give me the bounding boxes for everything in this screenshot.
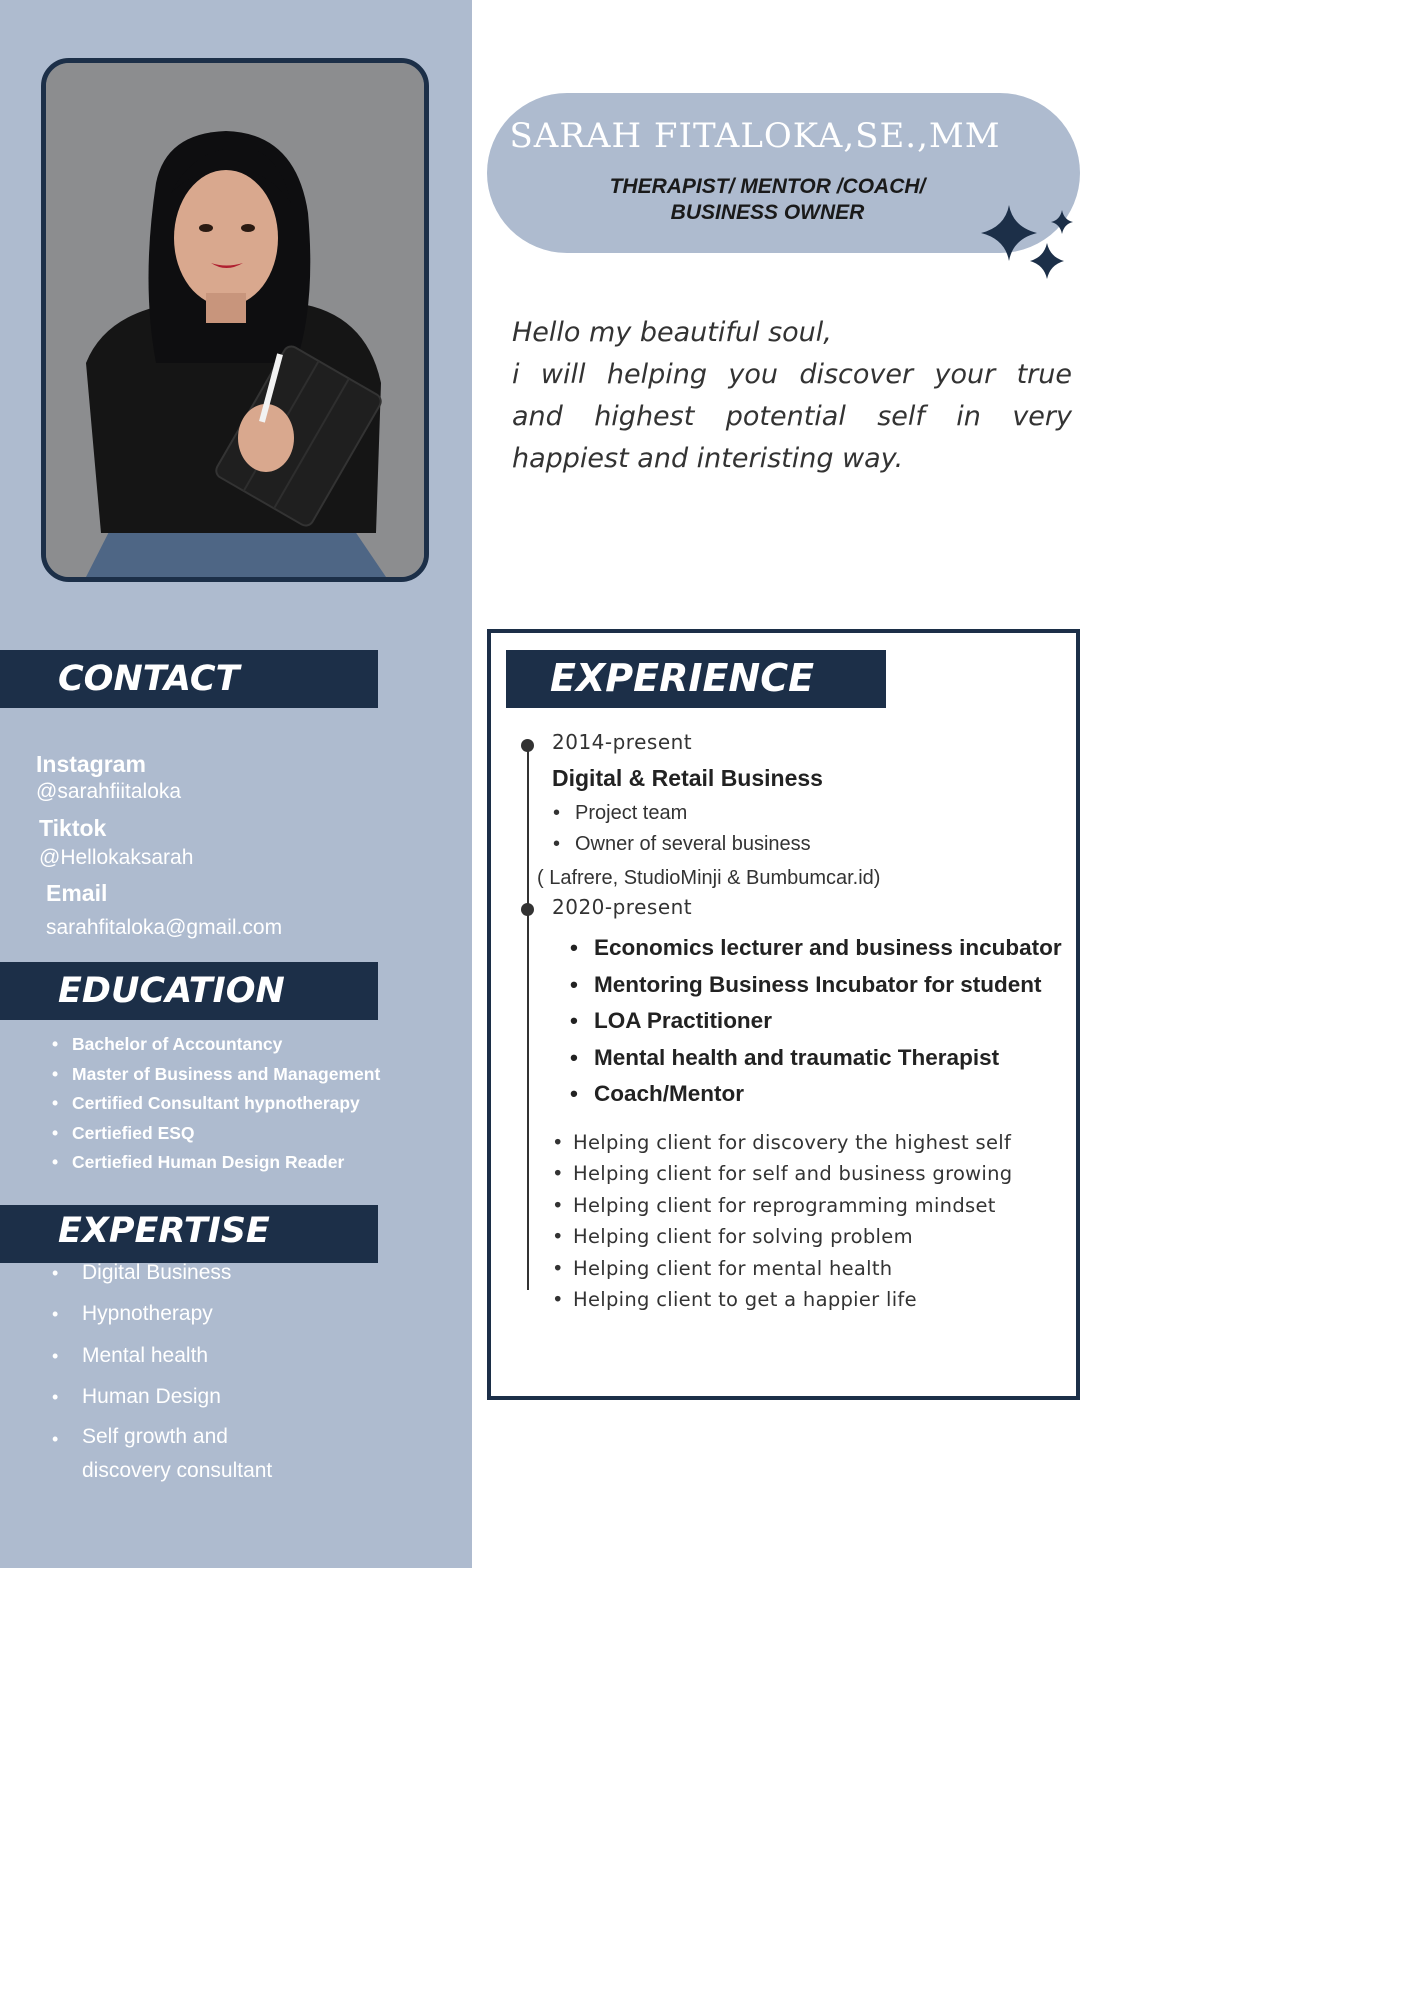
intro-line-3: and highest potential self in very	[512, 401, 1072, 432]
instagram-handle[interactable]: @sarahfiitaloka	[36, 780, 182, 803]
entry-1-item: • Project team	[553, 802, 811, 833]
email-address[interactable]: sarahfitaloka@gmail.com	[46, 916, 283, 939]
intro-text	[512, 312, 1072, 480]
education-item: • Certiefied Human Design Reader	[52, 1152, 380, 1182]
role-item: • Economics lecturer and business incubator	[570, 935, 1062, 972]
helping-item: • Helping client for mental health	[552, 1257, 1013, 1288]
tiktok-handle[interactable]: @Hellokaksarah	[39, 846, 194, 869]
entry-2-date: 2020-present	[552, 895, 693, 919]
intro-line-2: i will helping you discover your true	[512, 359, 1072, 390]
timeline-dot	[521, 903, 534, 916]
expertise-item: • Digital Business	[52, 1261, 312, 1302]
timeline-line	[527, 745, 529, 1290]
instagram-label: Instagram	[36, 751, 146, 777]
role-item: • Mentoring Business Incubator for student	[570, 972, 1062, 1009]
education-item: • Certiefied ESQ	[52, 1123, 380, 1153]
job-title-line-2: BUSINESS OWNER	[670, 201, 865, 224]
expertise-item: • Mental health	[52, 1344, 312, 1385]
entry-1-item: • Owner of several business	[553, 833, 811, 864]
timeline-dot	[521, 739, 534, 752]
role-item: • LOA Practitioner	[570, 1008, 1062, 1045]
job-title-line-1: THERAPIST/ MENTOR /COACH/	[609, 175, 926, 198]
entry-2-helping-list	[552, 1131, 1013, 1319]
profile-photo	[41, 58, 429, 582]
intro-line-4: happiest and interisting way.	[512, 443, 904, 474]
role-item: • Mental health and traumatic Therapist	[570, 1045, 1062, 1082]
expertise-item: • Human Design	[52, 1385, 312, 1426]
education-list	[52, 1034, 380, 1182]
education-item: • Certified Consultant hypnotherapy	[52, 1093, 380, 1123]
job-title	[560, 174, 975, 226]
entry-1-note: ( Lafrere, StudioMinji & Bumbumcar.id)	[537, 867, 881, 889]
email-label: Email	[46, 880, 108, 906]
intro-line-1: Hello my beautiful soul,	[512, 317, 832, 348]
sparkle-icon	[975, 205, 1075, 285]
role-item: • Coach/Mentor	[570, 1081, 1062, 1118]
entry-1-title: Digital & Retail Business	[552, 765, 823, 791]
expertise-heading: EXPERTISE	[0, 1205, 378, 1263]
helping-item: • Helping client for solving problem	[552, 1225, 1013, 1256]
expertise-list	[52, 1261, 312, 1488]
helping-item: • Helping client for discovery the highest self	[552, 1131, 1013, 1162]
entry-1-list	[553, 802, 811, 864]
entry-1-date: 2014-present	[552, 730, 693, 754]
education-item: • Bachelor of Accountancy	[52, 1034, 380, 1064]
person-name: SARAH FITALOKA,SE.,MM	[509, 116, 1001, 156]
entry-2-roles	[570, 935, 1062, 1118]
helping-item: • Helping client for self and business growing	[552, 1162, 1013, 1193]
contact-heading: CONTACT	[0, 650, 378, 708]
education-item: • Master of Business and Management	[52, 1064, 380, 1094]
expertise-item: • Hypnotherapy	[52, 1302, 312, 1343]
helping-item: • Helping client for reprogramming mindset	[552, 1194, 1013, 1225]
expertise-item: • Self growth and discovery consultant	[52, 1420, 312, 1488]
education-heading: EDUCATION	[0, 962, 378, 1020]
experience-heading: EXPERIENCE	[506, 650, 886, 708]
tiktok-label: Tiktok	[39, 815, 107, 841]
helping-item: • Helping client to get a happier life	[552, 1288, 1013, 1319]
